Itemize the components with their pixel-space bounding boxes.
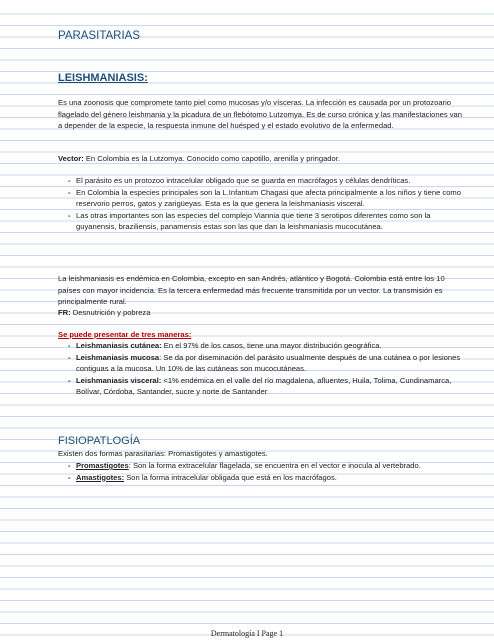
list-item: - Las otras importantes son las especies del complejo Viannia que tiene 3 serotipos diferentes como son la guyanensis, braziliensis, panamensis estas son las que dan la leishmaniasis mucocutánea. bbox=[58, 210, 462, 233]
form-label: Leishmaniasis visceral: bbox=[76, 375, 162, 385]
vector-label: Vector: bbox=[58, 154, 84, 163]
vector-paragraph bbox=[58, 153, 462, 165]
item-label: Amastigotes: bbox=[76, 472, 125, 482]
list-item: - En Colombia la especies principales son la L.Infantum Chagasi que afecta principalmente a los niños y tiene como reservorio perros, gatos y zarigüeyas. Esta es la que genera la leishmaniasis visceral. bbox=[58, 187, 462, 210]
page-title: PARASITARIAS bbox=[58, 30, 141, 42]
form-label: Leishmaniasis cutánea: bbox=[76, 341, 162, 350]
fisiopatologia-list bbox=[58, 460, 462, 483]
fr-label: FR: bbox=[58, 308, 71, 317]
risk-factors-paragraph bbox=[58, 307, 462, 319]
page-footer: Dermatología I Page 1 bbox=[210, 629, 284, 638]
fisiopatologia-intro: Existen dos formas parasitarias: Promastigotes y amastigotes. bbox=[58, 449, 268, 458]
endemic-paragraph: La leishmaniasis es endémica en Colombia, excepto en san Andrés, atlántico y Bogotá. Colombia está entre los 10 países con mayor incidencia. Es la tercera enfermedad más frecuente transmitida por un vector. La transmisión es principalmente rural. bbox=[58, 274, 445, 306]
fisiopatologia-heading: FISIOPATLOGÍA bbox=[58, 435, 141, 447]
list-item bbox=[58, 472, 462, 484]
item-label: Promastigotes bbox=[76, 461, 129, 470]
item-text: Son la forma intracelular obligada que está en los macrófagos. bbox=[124, 472, 337, 482]
forms-heading: Se puede presentar de tres maneras: bbox=[58, 330, 192, 339]
forms-list bbox=[58, 340, 462, 398]
leishmaniasis-heading: LEISHMANIASIS: bbox=[58, 72, 148, 84]
form-text: : Se da por diseminación del parásito usualmente después de una cutánea o por lesiones contiguas a la mucosa. Un 10% de las cutáneas son mucocutáneas. bbox=[76, 352, 461, 373]
list-item bbox=[58, 352, 462, 375]
list-item: - El parásito es un protozoo intracelular obligado que se guarda en macrófagos y células dendríticas. bbox=[58, 175, 462, 187]
item-text: : Son la forma extracelular flagelada, se encuentra en el vector e inocula al vertebrado. bbox=[128, 461, 421, 470]
vector-text: En Colombia es la Lutzomya. Conocido como capotillo, arenilla y pringador. bbox=[83, 154, 340, 163]
list-item bbox=[58, 375, 462, 398]
list-item bbox=[58, 340, 462, 352]
form-label: Leishmaniasis mucosa bbox=[76, 352, 160, 362]
leishmaniasis-intro: Es una zoonosis que compromete tanto piel como mucosas y/o vísceras. La infección es causada por un protozoario flagelado del género leishmania y la picadura de un flebótomo Lutzomya. Es de curso crónica y las manifestaciones van a depender de la especie, la respuesta inmune del huésped y el estado evolutivo de la enfermedad. bbox=[58, 98, 462, 130]
form-text: <1% endémica en el valle del río magdalena, afluentes, Huila, Tolima, Cundinamarca, Bolívar, Córdoba, Santander, sucre y norte de Santander bbox=[76, 375, 452, 396]
leishmaniasis-bullet-list bbox=[58, 175, 462, 233]
form-text: En el 97% de los casos, tiene una mayor distribución geográfica. bbox=[161, 341, 382, 350]
fr-text: Desnutrición y pobreza bbox=[70, 308, 151, 317]
list-item bbox=[58, 460, 462, 472]
